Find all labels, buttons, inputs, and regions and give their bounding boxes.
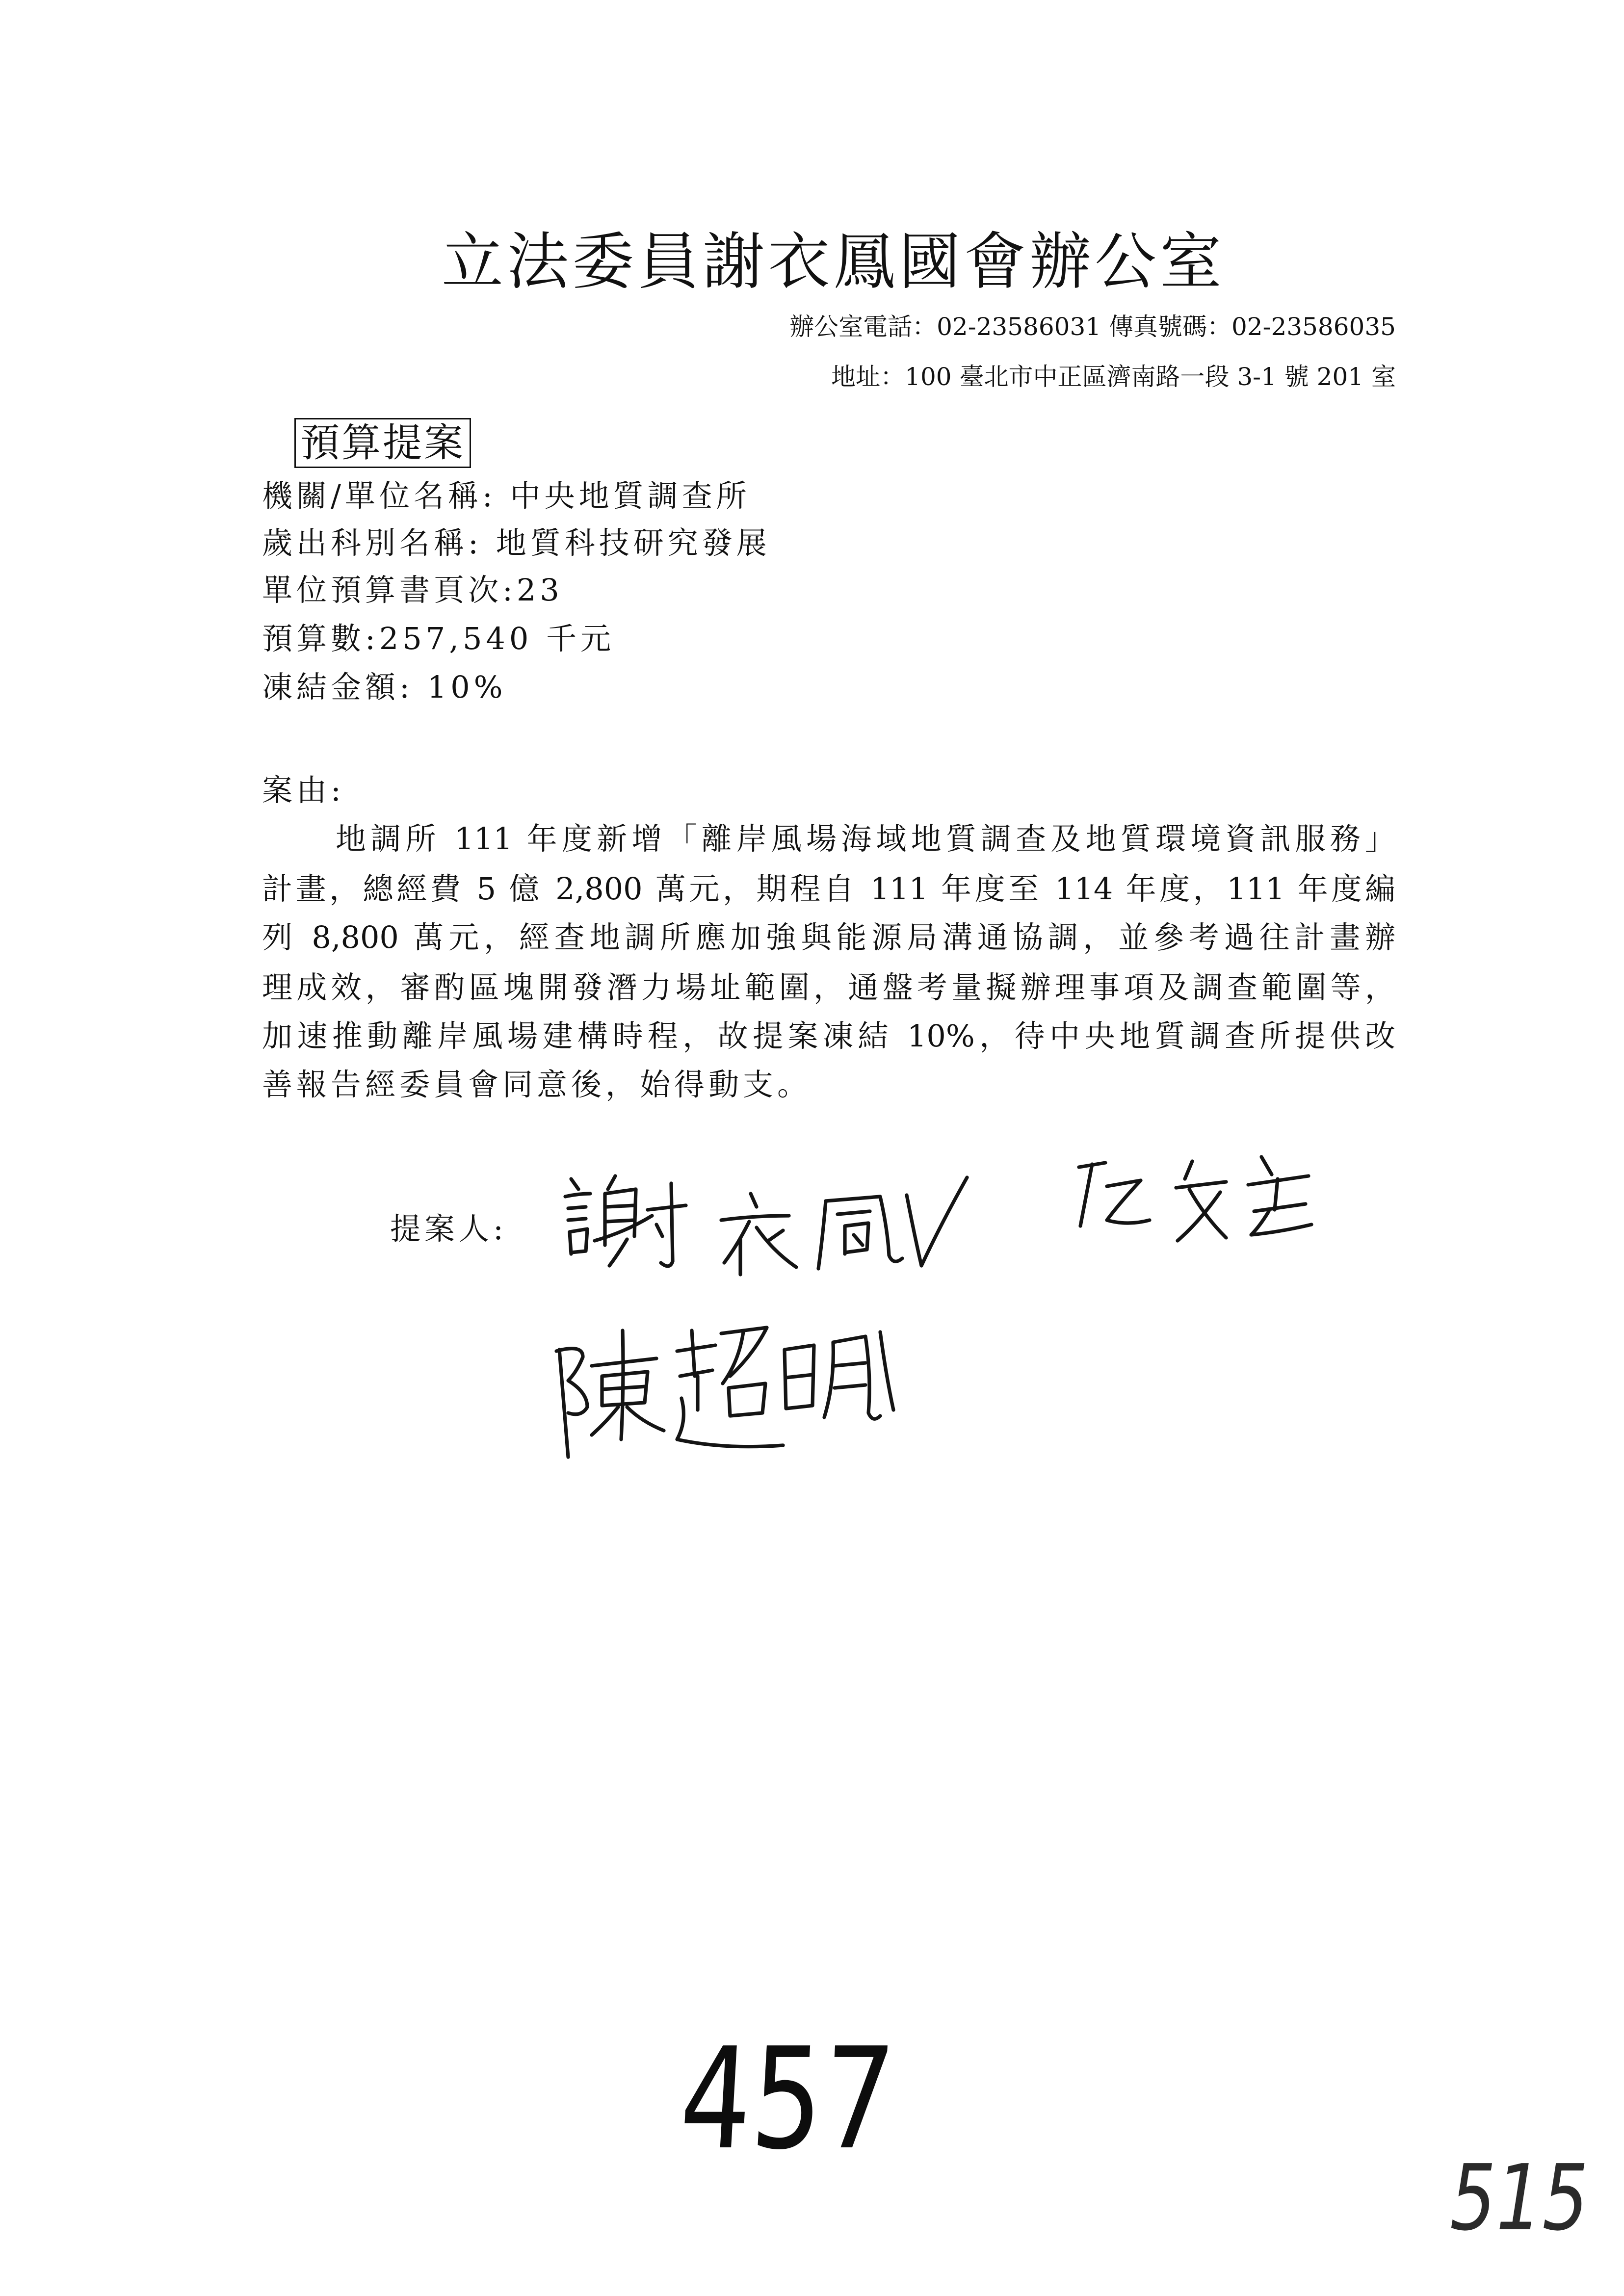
signature-xie-yi-feng — [552, 1148, 979, 1295]
field-value: 中央地質調查所 — [510, 478, 751, 514]
reason-line: 計畫，總經費 5 億 2,800 萬元，期程自 111 年度至 114 年度，111 年度編 — [262, 871, 1395, 907]
field-budget-amount — [262, 619, 615, 658]
field-value: 257,540 千元 — [379, 621, 615, 656]
proposer-label: 提案人: — [390, 1211, 507, 1247]
handwritten-page-number: 457 — [676, 2018, 899, 2181]
office-address-line: 地址：100 臺北市中正區濟南路一段 3-1 號 201 室 — [831, 363, 1396, 391]
reason-line: 善報告經委員會同意後，始得動支。 — [262, 1067, 812, 1102]
field-budget-page — [262, 571, 563, 610]
field-expenditure-category — [262, 523, 771, 563]
reason-line: 地調所 111 年度新增「離岸風場海域地質調查及地質環境資訊服務」 — [336, 821, 1395, 857]
reason-line: 加速推動離岸風場建構時程，故提案凍結 10%，待中央地質調查所提供改 — [262, 1018, 1395, 1054]
field-value: 10% — [427, 669, 507, 705]
field-label: 凍結金額: — [262, 669, 414, 705]
reason-label: 案由: — [262, 772, 345, 808]
field-label: 機關/單位名稱: — [262, 478, 497, 514]
signature-chen-chao-ming — [537, 1310, 913, 1464]
reason-line: 理成效，審酌區塊開發潛力場址範圍，通盤考量擬辦理事項及調查範圍等， — [262, 969, 1395, 1005]
office-title: 立法委員謝衣鳳國會辦公室 — [442, 226, 1222, 298]
office-contact-line: 辦公室電話：02-23586031 傳真號碼：02-23586035 — [789, 313, 1396, 341]
proposal-type-tag: 預算提案 — [294, 418, 471, 468]
signature-jiang-qi-chen — [1067, 1145, 1317, 1255]
field-label: 單位預算書頁次: — [262, 572, 517, 608]
reason-line: 列 8,800 萬元，經查地調所應加強與能源局溝通協調，並參考過往計畫辦 — [262, 919, 1395, 955]
field-frozen-amount — [262, 668, 507, 707]
field-label: 預算數: — [262, 621, 379, 656]
check-mark — [907, 1177, 967, 1266]
field-label: 歲出科別名稱: — [262, 525, 482, 561]
field-value: 23 — [516, 572, 563, 608]
field-value: 地質科技研究發展 — [496, 525, 771, 561]
field-agency — [262, 476, 751, 516]
handwritten-corner-number: 515 — [1450, 2145, 1589, 2251]
